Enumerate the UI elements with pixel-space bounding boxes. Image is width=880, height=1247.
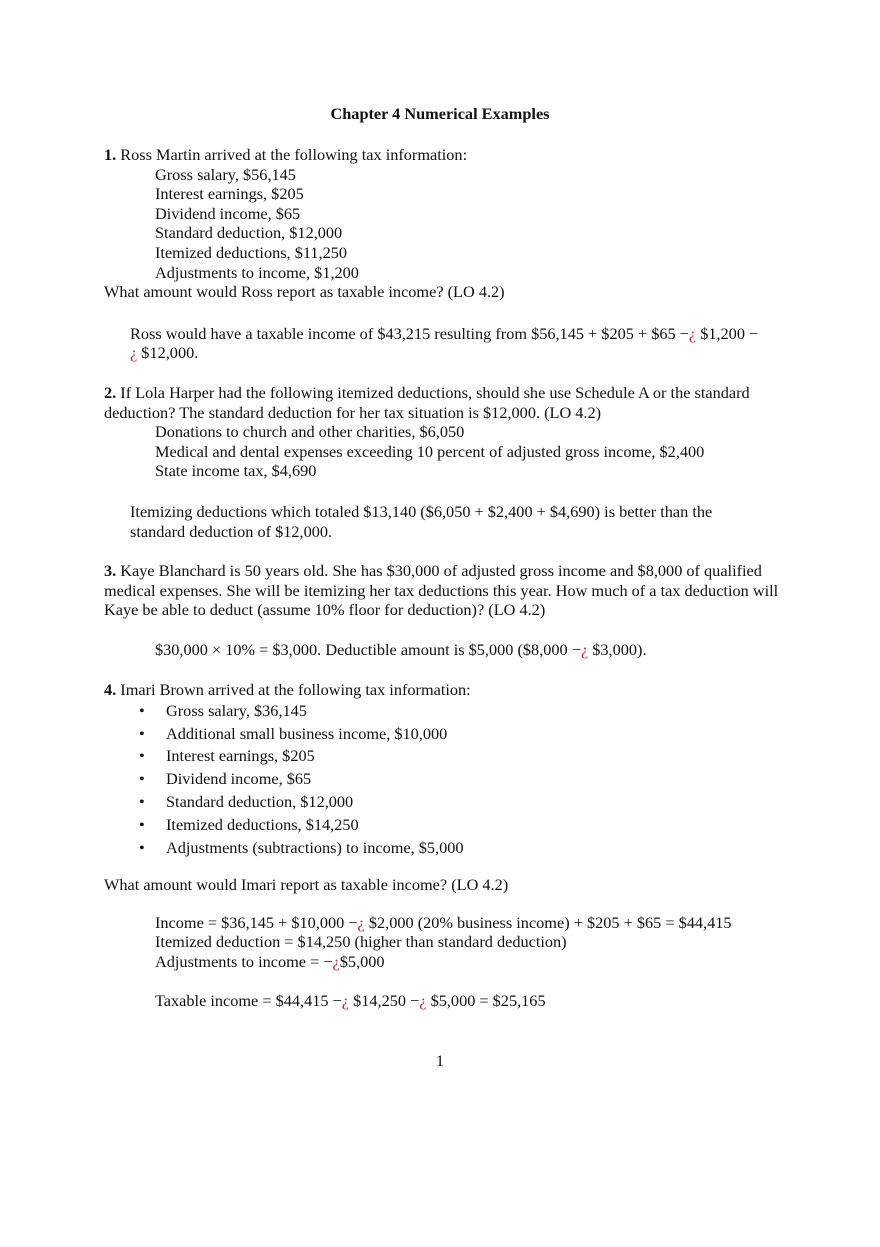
q3-number: 3. xyxy=(104,561,117,580)
q4-item: • Adjustments (subtractions) to income, $5,000 xyxy=(104,837,784,860)
page-number: 1 xyxy=(435,1051,445,1070)
q1-item: Itemized deductions, $11,250 xyxy=(155,242,348,262)
question-2 xyxy=(104,383,784,541)
q4-answer-itemized: Itemized deduction = $14,250 (higher than standard deduction) xyxy=(155,932,567,952)
q2-number: 2. xyxy=(104,383,117,402)
q4-item: • Additional small business income, $10,000 xyxy=(104,723,784,746)
q4-list xyxy=(104,700,784,860)
q1-item: Interest earnings, $205 xyxy=(155,184,304,204)
q2-answer: Itemizing deductions which totaled $13,140 ($6,050 + $2,400 + $4,690) is better than the standard deduction of $12,000. xyxy=(130,501,713,541)
q4-answer-adjustments: Adjustments to income = −¿$5,000 xyxy=(155,951,385,971)
q4-item: • Itemized deductions, $14,250 xyxy=(104,814,784,837)
q1-answer: Ross would have a taxable income of $43,215 resulting from $56,145 + $205 + $65 −¿ $1,200 −¿ $12,000. xyxy=(130,323,759,363)
q4-question: What amount would Imari report as taxable income? (LO 4.2) xyxy=(104,874,509,894)
q4-item: • Dividend income, $65 xyxy=(104,768,784,791)
q2-item: Donations to church and other charities, $6,050 xyxy=(155,422,465,442)
q1-item: Standard deduction, $12,000 xyxy=(155,223,343,243)
q2-item: Medical and dental expenses exceeding 10 percent of adjusted gross income, $2,400 xyxy=(155,441,705,461)
q1-number: 1. xyxy=(104,145,117,164)
q1-intro: Ross Martin arrived at the following tax information: xyxy=(116,145,468,164)
q1-question: What amount would Ross report as taxable income? (LO 4.2) xyxy=(104,282,505,302)
question-3 xyxy=(104,561,784,659)
q2-item: State income tax, $4,690 xyxy=(155,461,317,481)
q3-answer: $30,000 × 10% = $3,000. Deductible amount is $5,000 ($8,000 −¿ $3,000). xyxy=(155,639,647,659)
question-1 xyxy=(104,145,784,363)
q4-item: • Interest earnings, $205 xyxy=(104,745,784,768)
q1-item: Adjustments to income, $1,200 xyxy=(155,262,359,282)
q4-item: • Gross salary, $36,145 xyxy=(104,700,784,723)
q2-intro: If Lola Harper had the following itemized deductions, should she use Schedule A or the standard deduction? The standard deduction for her tax situation is $12,000. (LO 4.2) xyxy=(104,383,750,422)
q4-item: • Standard deduction, $12,000 xyxy=(104,791,784,814)
q3-intro: Kaye Blanchard is 50 years old. She has $30,000 of adjusted gross income and $8,000 of qualified medical expenses. She will be itemizing her tax deductions this year. How much of a tax deduction will Kaye be able to deduct (assume 10% floor for deduction)? (LO 4.2) xyxy=(104,561,779,620)
q4-answer-taxable: Taxable income = $44,415 −¿ $14,250 −¿ $5,000 = $25,165 xyxy=(155,990,546,1010)
q4-answer-income: Income = $36,145 + $10,000 −¿ $2,000 (20% business income) + $205 + $65 = $44,415 xyxy=(155,912,732,932)
q1-item: Dividend income, $65 xyxy=(155,203,301,223)
q4-intro: Imari Brown arrived at the following tax information: xyxy=(116,680,471,699)
page-title: Chapter 4 Numerical Examples xyxy=(330,104,550,123)
q1-item: Gross salary, $56,145 xyxy=(155,164,296,184)
q4-number: 4. xyxy=(104,680,117,699)
question-4 xyxy=(104,680,784,1011)
